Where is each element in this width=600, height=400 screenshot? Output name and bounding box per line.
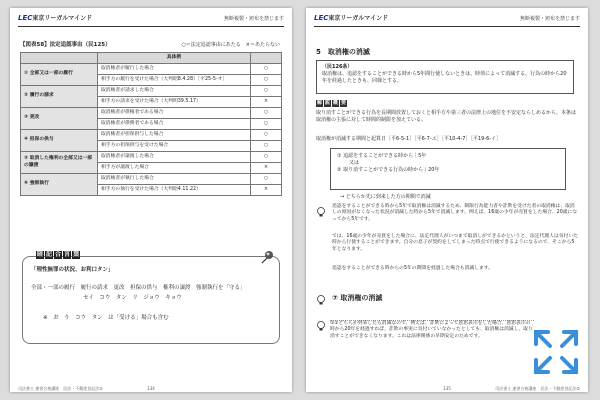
row-example: 取消権者が債務者である場合	[98, 119, 251, 130]
column-header: 具体例	[98, 53, 251, 64]
page-header	[314, 14, 580, 27]
footer-course: 司法書士 速習合格講座 民法・不動産登記法②	[18, 386, 103, 391]
lightbulb-icon	[316, 206, 326, 218]
row-mark: ○	[251, 64, 282, 75]
table-row	[21, 64, 282, 75]
mnemonic-reading: セイ コウ タン リ ジョウ キョウ	[83, 295, 182, 301]
table-row	[21, 108, 282, 119]
tip-text: ①②どちらか到来したら消滅なので、例えば、詐欺によって意思表示をした場合、意思表示の時から20年を経過すれば、詐欺の事実に気付いていなかったとしても、取消権は消滅し、取り消すことができなくなります。これは法律関係の早期安定のためです。	[330, 320, 534, 367]
row-mark: ○	[251, 130, 282, 141]
row-example: 取消権者が債権者である場合	[98, 108, 251, 119]
footer-course: 司法書士 速習合格講座 民法・不動産登記法②	[495, 386, 580, 391]
period-line: ① 追認をすることができる時から｜5年	[337, 153, 427, 159]
row-mark: ○	[251, 119, 282, 130]
tip-text: 追認をすることができる時からの5年の期間を経過した場合も消滅します。	[332, 266, 493, 271]
page-number: 135	[443, 386, 451, 391]
row-mark: ○	[251, 108, 282, 119]
statute-box	[316, 60, 574, 94]
row-example: 相手方が譲渡した場合	[98, 163, 251, 174]
row-category: ⑥ 強制執行	[21, 174, 98, 196]
row-example: 相手方の履行を受けた場合（大判昭8.4.28）［平25-5-オ］	[98, 75, 251, 86]
row-example: 取消権者が履行した場合	[98, 64, 251, 75]
row-example: 相手方の請求を受けた場合（大判明39.5.17）	[98, 97, 251, 108]
lec-logo: LEC東京リーガルマインド	[18, 14, 93, 22]
page-number: 134	[147, 386, 155, 391]
row-example: 相手方の担保供与を受けた場合	[98, 141, 251, 152]
mnemonic-phrase: 「理性無罪の状況、お利口タン」	[31, 267, 114, 273]
row-example: 取消権者が譲渡した場合	[98, 152, 251, 163]
ratification-table	[20, 52, 282, 196]
right-page	[306, 8, 588, 392]
row-category: ⑤ 取消した権利の全部又は一部の譲渡	[21, 152, 98, 174]
lightbulb-icon	[316, 294, 326, 306]
period-box	[330, 148, 566, 190]
tip-text: では、16歳の少年が売買をした場合に、法定代理人がいつまで取消しができるかというと、法定代理人は気付いた時から行使することができます。自分の息子が契約をしてしまった時点で行使できるようになるので、そこから5年となります。	[332, 234, 578, 252]
row-example: 取消権者が執行した場合	[98, 174, 251, 185]
row-mark: ×	[251, 185, 282, 196]
row-category: ② 履行の請求	[21, 86, 98, 108]
row-mark: ×	[251, 97, 282, 108]
row-mark: ×	[251, 163, 282, 174]
statute-text: 取消権は、追認をすることができる時から5年間行使しないときは、時効によって消滅する。行為の時から20年を経過したときも、同様とする。	[322, 70, 567, 84]
period-line: 又は	[349, 159, 360, 166]
table-row	[21, 152, 282, 163]
section-title: 5 取消権の消滅	[316, 48, 370, 56]
left-page	[10, 8, 292, 392]
tip-text: 追認をすることができる時から5年で取消権は消滅するため、制限行為能力者や詐欺を受けた者の取消権は、取消しの原因がなくなった状況が消滅した時から5年で消滅します。例えば、16歳の少年が売買をした場合、20歳になってから5年です。	[332, 204, 578, 222]
row-example: 取消権者が担保供与した場合	[98, 130, 251, 141]
row-category: ③ 更改	[21, 108, 98, 130]
table-legend: ○＝法定追認事由にあたる ×＝あたらない	[181, 42, 280, 48]
subsection-title: ⑦ 取消権の消滅	[332, 294, 383, 302]
pushpin-icon	[259, 249, 275, 265]
row-mark: ○	[251, 86, 282, 97]
copyright-note: 無断複製・頒布を禁じます	[519, 16, 580, 22]
lec-logo: LEC東京リーガルマインド	[314, 14, 389, 22]
table-title: 【図表58】法定追認事由（民125）	[20, 42, 111, 48]
mnemonic-note: ※ お り コウ タン は「受ける」場合も含む	[43, 315, 169, 321]
copyright-note: 無断複製・頒布を禁じます	[223, 16, 284, 22]
statute-article: （民126条）	[322, 64, 353, 70]
period-heading: 取消権が消滅する期間と起算日［平6-5-1］［平6-7-エ］［平10-4-7］［平19-6-イ］	[316, 136, 502, 142]
mnemonic-line: 全部・一部の履行 履行の請求 更改 担保の供与 権利の譲渡 強制執行を「守る」	[31, 285, 246, 291]
row-example: 相手方の執行を受けた場合（大判昭4.11.22）	[98, 185, 251, 196]
mnemonic-box	[22, 251, 280, 344]
row-mark: ○	[251, 75, 282, 86]
table-row	[21, 174, 282, 185]
table-row	[21, 130, 282, 141]
period-conclusion: → どちらか先に到来した方の期間で消滅	[340, 194, 431, 200]
period-line: ② 取り消すことができる行為の時から｜20年	[337, 166, 440, 173]
mnemonic-tag: 暗 記 合 言 葉	[37, 251, 80, 258]
row-example: 取消権者が請求した場合	[98, 86, 251, 97]
table-header-row	[21, 53, 282, 64]
table-row	[21, 86, 282, 97]
explanation-tag: 解 説 概 要	[317, 100, 347, 106]
row-mark: ○	[251, 152, 282, 163]
page-header	[18, 14, 284, 27]
lightbulb-icon	[316, 320, 326, 332]
row-category: ④ 担保の供与	[21, 130, 98, 152]
explanation-text: 取り消すことができる行為を長期間放置しておくと相手方や第三者の法律上の地位を不安定ならしめるから、本条は取消権の主張に対して時間的制限を加えている。	[316, 110, 577, 123]
row-mark: ○	[251, 141, 282, 152]
row-category: ① 全部又は一部の履行	[21, 64, 98, 86]
expand-icon[interactable]	[530, 326, 582, 378]
row-mark: ○	[251, 174, 282, 185]
